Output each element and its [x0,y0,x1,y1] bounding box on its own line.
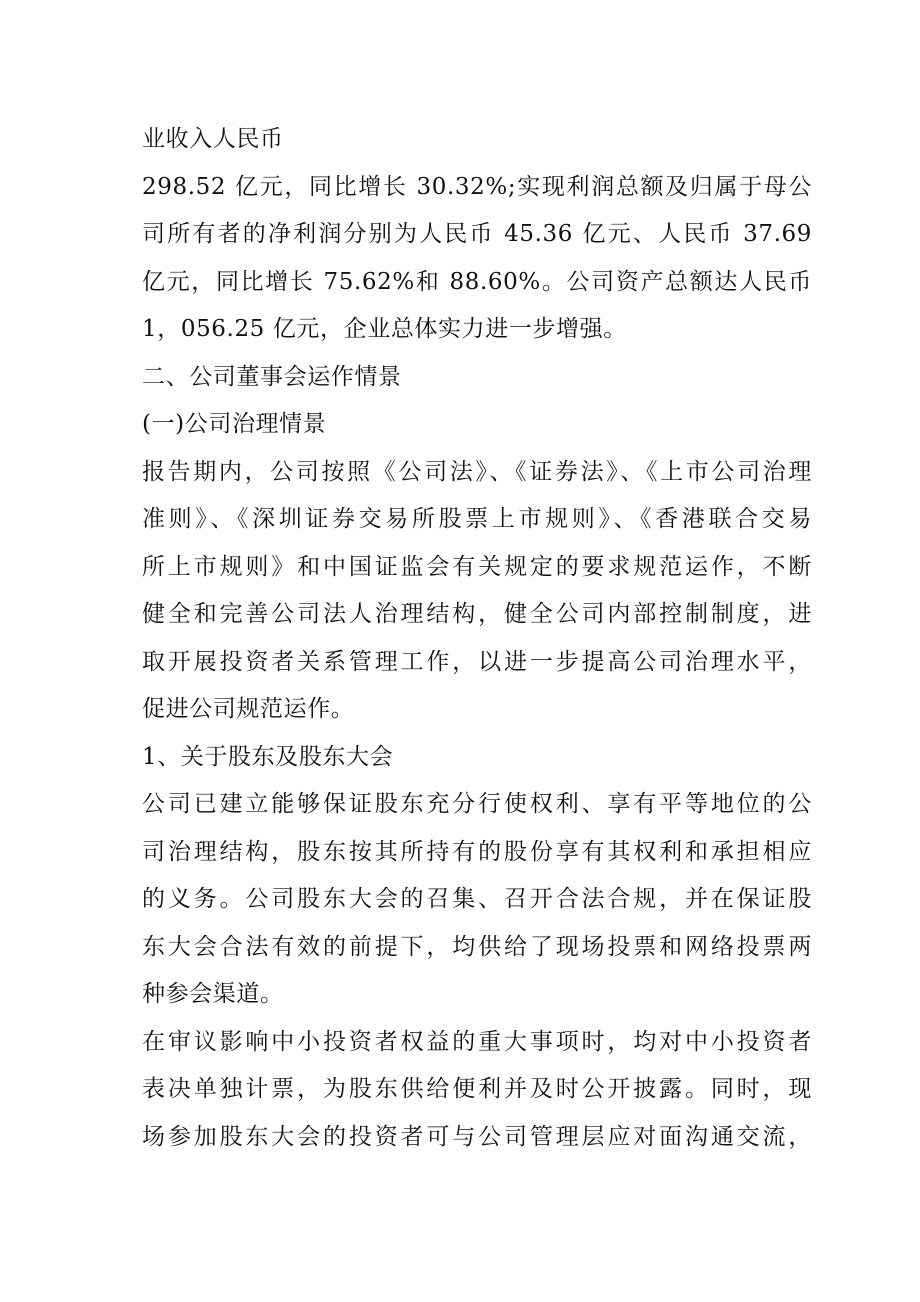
text-line: 1，056.25 亿元，企业总体实力进一步增强。 [142,316,627,342]
document-body [142,116,812,1161]
subsection-heading: (一)公司治理情景 [142,411,327,437]
text-line: 表决单独计票，为股东供给便利并及时公开披露。同时，现 [142,1076,812,1102]
text-line: 种参会渠道。 [142,981,284,1007]
text-line: 准则》、《深圳证券交易所股票上市规则》、《香港联合交易 [142,506,812,532]
text-line: 所上市规则》和中国证监会有关规定的要求规范运作，不断 [142,553,812,580]
text-line: 298.52 亿元，同比增长 30.32%;实现利润总额及归属于母公 [142,173,812,200]
text-line: 司治理结构，股东按其所持有的股份享有其权利和承担相应 [142,838,812,865]
text-line: 促进公司规范运作。 [142,696,355,722]
text-line: 东大会合法有效的前提下，均供给了现场投票和网络投票两 [142,933,812,960]
text-line: 取开展投资者关系管理工作，以进一步提高公司治理水平， [142,648,812,675]
text-line: 公司已建立能够保证股东充分行使权利、享有平等地位的公 [142,791,812,817]
item-heading: 1、关于股东及股东大会 [142,743,394,770]
text-line: 亿元，同比增长 75.62%和 88.60%。公司资产总额达人民币 [142,268,812,295]
section-heading: 二、公司董事会运作情景 [142,363,402,390]
text-line: 报告期内，公司按照《公司法》、《证券法》、《上市公司治理 [142,458,812,485]
text-line: 业收入人民币 [142,126,284,152]
text-line: 在审议影响中小投资者权益的重大事项时，均对中小投资者 [142,1028,812,1055]
text-line: 场参加股东大会的投资者可与公司管理层应对面沟通交流， [142,1123,812,1150]
text-line: 司所有者的净利润分别为人民币 45.36 亿元、人民币 37.69 [142,221,812,247]
text-line: 的义务。公司股东大会的召集、召开合法合规，并在保证股 [142,886,812,912]
text-line: 健全和完善公司法人治理结构，健全公司内部控制制度，进 [142,601,812,627]
